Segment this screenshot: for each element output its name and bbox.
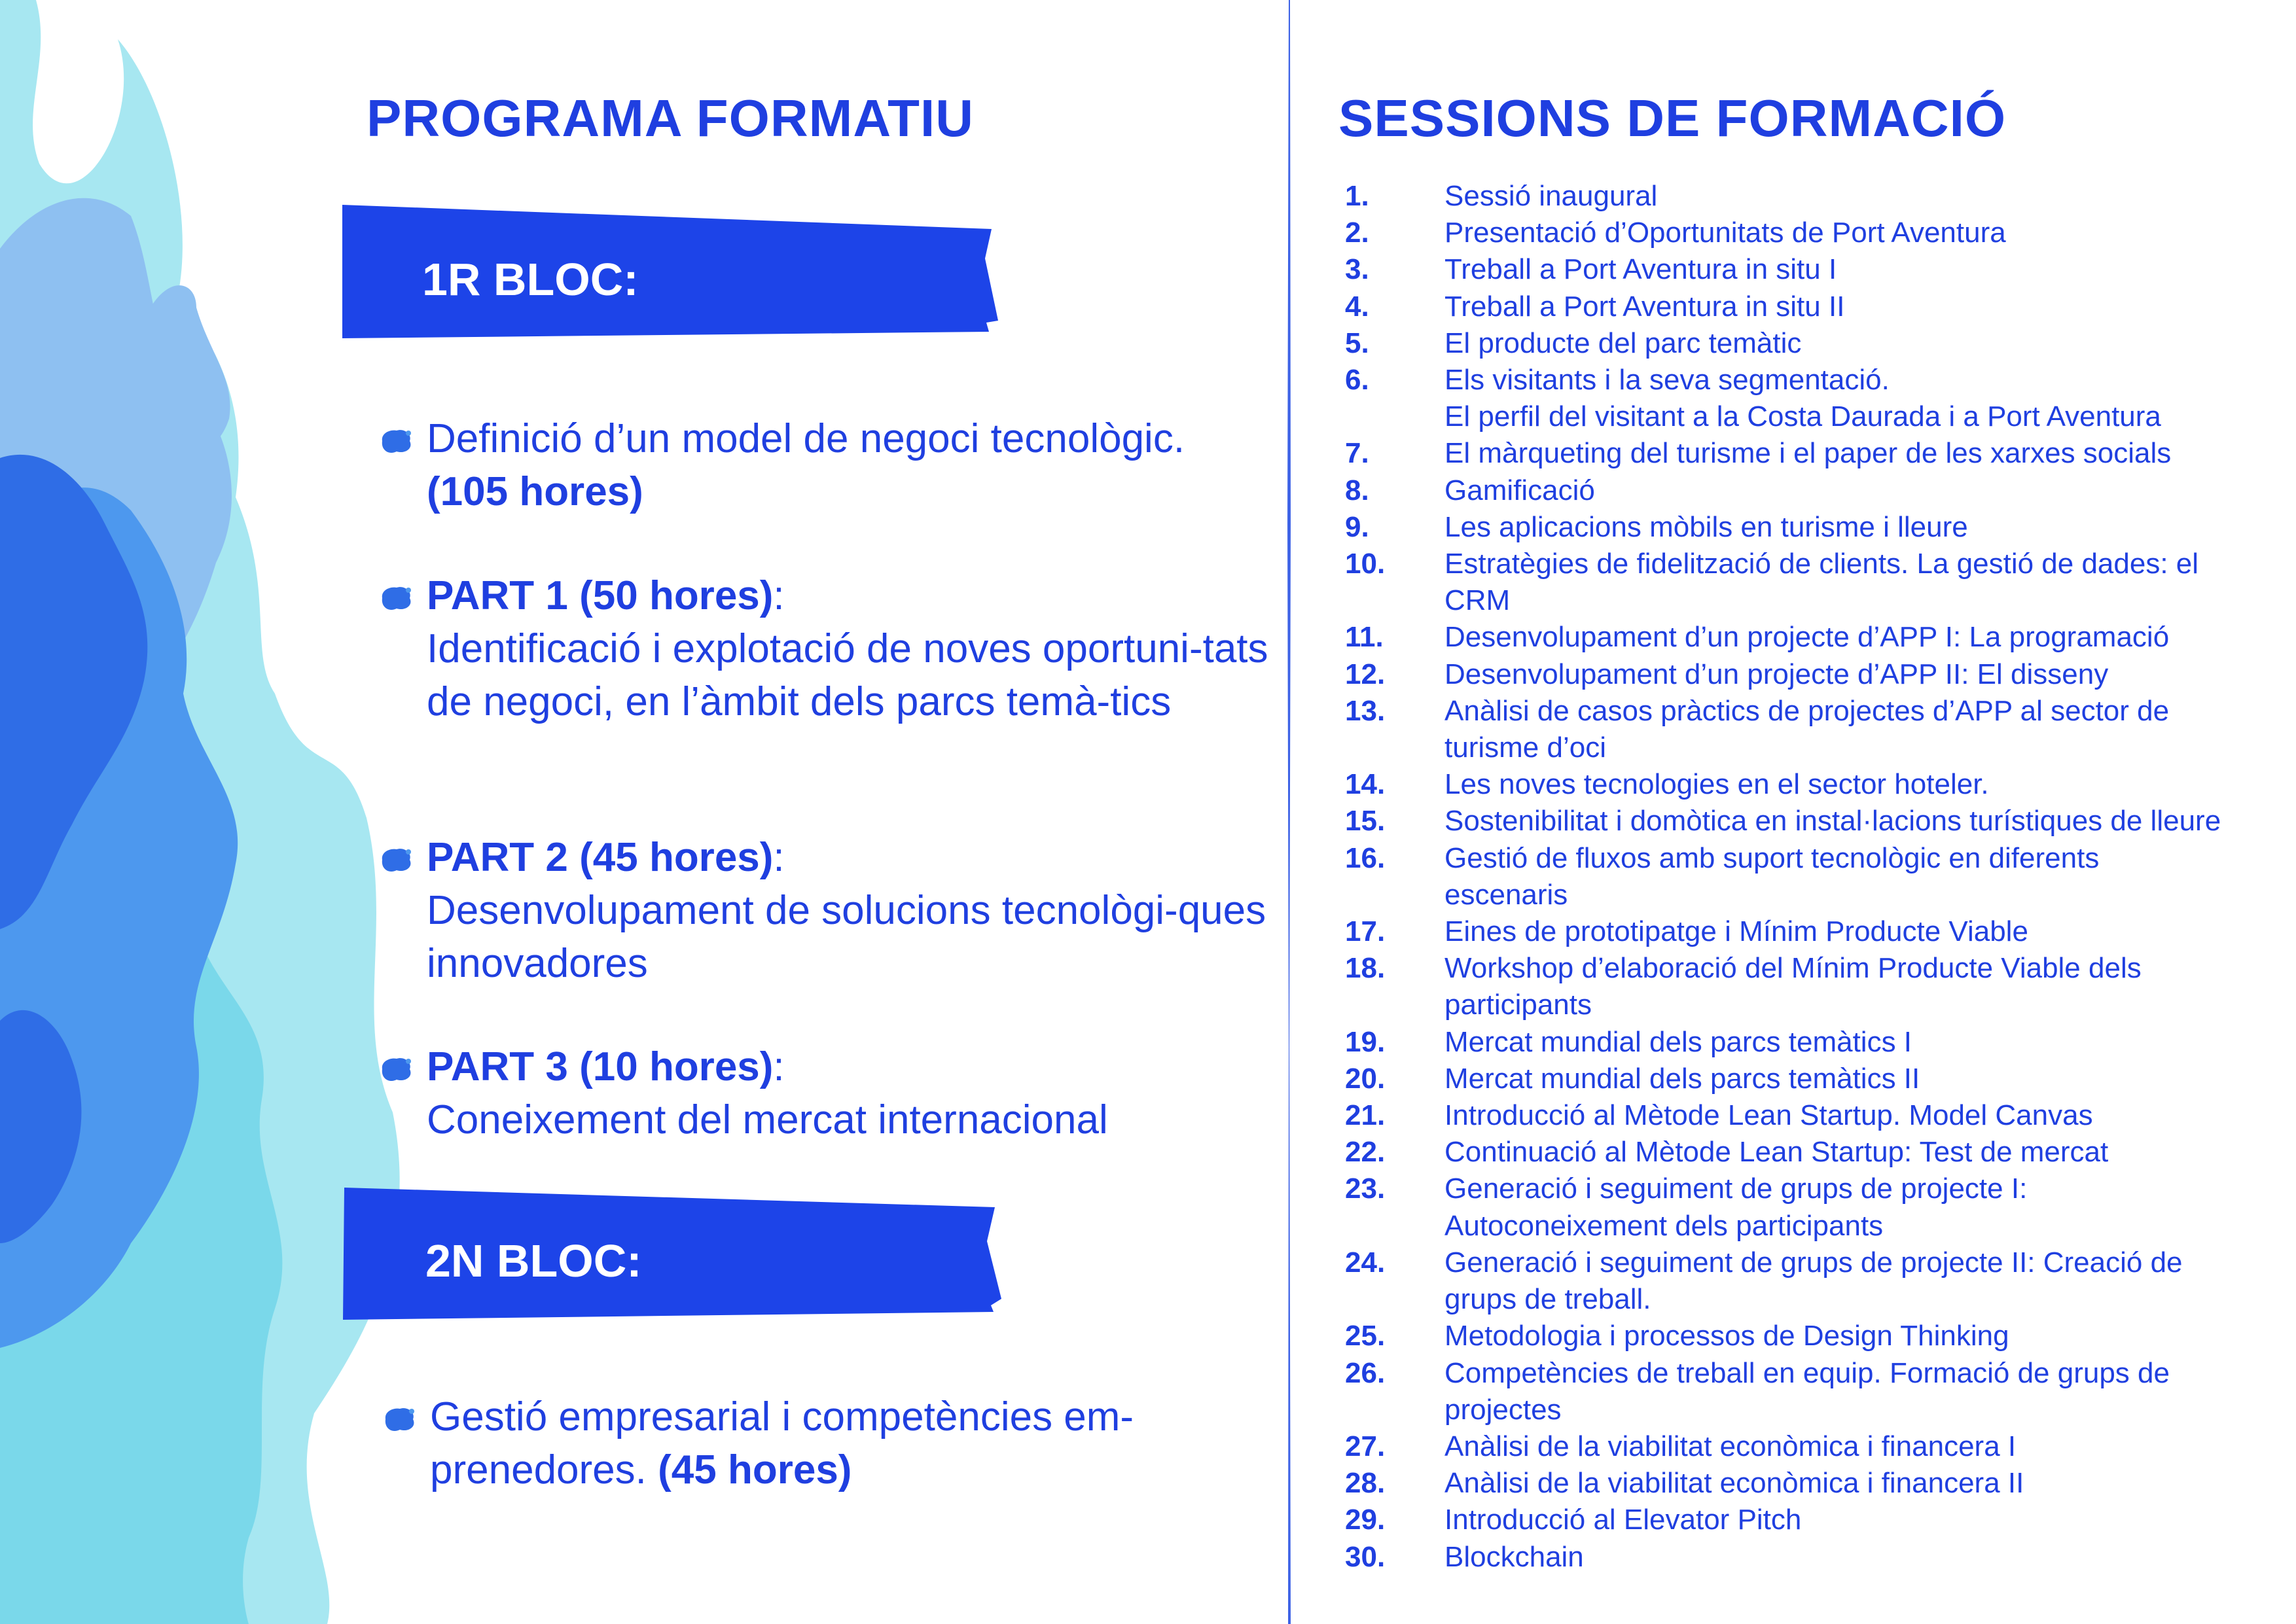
session-item xyxy=(1345,803,2287,839)
session-title: Eines de prototipatge i Mínim Producte Viable xyxy=(1444,915,2028,948)
session-title: Mercat mundial dels parcs temàtics II xyxy=(1444,1062,1920,1095)
session-item xyxy=(1345,325,2287,362)
bloc2-label: 2N BLOC: xyxy=(425,1235,642,1286)
session-title: Autoconeixement dels participants xyxy=(1444,1209,1884,1242)
session-title: Anàlisi de la viabilitat econòmica i financera II xyxy=(1444,1467,2024,1500)
session-item xyxy=(1345,362,2287,398)
session-item xyxy=(1345,1318,2287,1354)
session-title: Presentació d’Oportunitats de Port Aventura xyxy=(1444,217,2006,249)
bullet-hours: (45 hores) xyxy=(658,1447,852,1492)
bullet-model-negoci xyxy=(380,412,1296,518)
session-item xyxy=(1345,546,2287,582)
session-number: 4. xyxy=(1345,290,1369,323)
session-title: participants xyxy=(1444,989,1592,1021)
session-number: 6. xyxy=(1345,364,1369,397)
session-item xyxy=(1345,178,2287,215)
session-number xyxy=(1345,1208,1444,1244)
session-title: Metodologia i processos de Design Thinking xyxy=(1444,1320,2009,1352)
part-heading: PART 2 (45 hores) xyxy=(427,835,774,880)
session-item xyxy=(1345,766,2287,803)
session-number xyxy=(1345,1281,1444,1318)
sessions-list xyxy=(1345,178,2287,1576)
bullet-part3 xyxy=(380,1040,1296,1146)
session-title: turisme d’oci xyxy=(1444,732,1606,764)
session-item xyxy=(1345,1208,2287,1244)
session-title: Desenvolupament d’un projecte d’APP I: La programació xyxy=(1444,621,2170,654)
session-item xyxy=(1345,987,2287,1023)
session-number: 28. xyxy=(1345,1467,1386,1500)
bloc2-banner xyxy=(340,1181,1001,1332)
session-number: 13. xyxy=(1345,694,1386,727)
session-number: 27. xyxy=(1345,1430,1386,1462)
session-item xyxy=(1345,1024,2287,1061)
bloc1-banner xyxy=(337,200,998,350)
session-item xyxy=(1345,619,2287,656)
programa-formatiu-title: PROGRAMA FORMATIU xyxy=(367,89,975,147)
session-title: Competències de treball en equip. Formació de grups de xyxy=(1444,1356,2170,1389)
session-number: 19. xyxy=(1345,1025,1386,1058)
session-item xyxy=(1345,289,2287,325)
session-title: Generació i seguiment de grups de projecte I: xyxy=(1444,1173,2028,1205)
session-number: 25. xyxy=(1345,1320,1386,1352)
session-title: Continuació al Mètode Lean Startup: Test de mercat xyxy=(1444,1136,2109,1169)
session-title: El producte del parc temàtic xyxy=(1444,327,1802,359)
session-number: 18. xyxy=(1345,952,1386,985)
session-title: Anàlisi de la viabilitat econòmica i financera I xyxy=(1444,1430,2017,1462)
sessions-de-formacio-title: SESSIONS DE FORMACIÓ xyxy=(1338,89,2007,147)
session-title: Workshop d’elaboració del Mínim Producte Viable dels xyxy=(1444,952,2142,985)
session-title: Estratègies de fidelització de clients. La gestió de dades: el xyxy=(1444,548,2199,580)
session-item xyxy=(1345,913,2287,950)
session-item xyxy=(1345,656,2287,693)
session-number: 17. xyxy=(1345,915,1386,948)
session-number: 9. xyxy=(1345,510,1369,543)
session-number: 12. xyxy=(1345,658,1386,690)
session-title: Treball a Port Aventura in situ I xyxy=(1444,253,1837,286)
session-item xyxy=(1345,1244,2287,1281)
session-item xyxy=(1345,730,2287,766)
bullet-text: Gestió empresarial i competències em-prenedores. xyxy=(430,1394,1134,1492)
bullet-hours: (105 hores) xyxy=(427,469,643,514)
session-item xyxy=(1345,435,2287,472)
session-item xyxy=(1345,398,2287,435)
session-title: Introducció al Mètode Lean Startup. Model Canvas xyxy=(1444,1099,2093,1132)
session-number xyxy=(1345,987,1444,1023)
session-title: Les noves tecnologies en el sector hoteler. xyxy=(1444,768,1989,801)
session-item xyxy=(1345,1539,2287,1576)
session-item xyxy=(1345,472,2287,509)
bullet-part2 xyxy=(380,831,1296,990)
session-title: Sessió inaugural xyxy=(1444,180,1658,212)
session-number xyxy=(1345,398,1444,435)
column-divider xyxy=(1287,0,1292,1624)
session-title: Desenvolupament d’un projecte d’APP II: El disseny xyxy=(1444,658,2109,690)
session-item xyxy=(1345,1171,2287,1207)
session-item xyxy=(1345,693,2287,730)
part-text: Desenvolupament de solucions tecnològi-ques innovadores xyxy=(427,888,1266,986)
part-heading: PART 1 (50 hores) xyxy=(427,573,774,618)
session-item xyxy=(1345,251,2287,288)
session-number: 15. xyxy=(1345,805,1386,838)
session-title: Gestió de fluxos amb suport tecnològic en diferents xyxy=(1444,841,2100,874)
session-title: grups de treball. xyxy=(1444,1283,1651,1316)
bullet-part1 xyxy=(380,569,1296,728)
bullet-text: Definició d’un model de negoci tecnològic. xyxy=(427,416,1185,461)
session-number: 2. xyxy=(1345,217,1369,249)
session-number: 11. xyxy=(1345,621,1384,654)
session-title: escenaris xyxy=(1444,878,1568,911)
session-title: Anàlisi de casos pràctics de projectes d’APP al sector de xyxy=(1444,694,2170,727)
session-item xyxy=(1345,1465,2287,1502)
session-number: 21. xyxy=(1345,1099,1386,1132)
bullet-splash-icon xyxy=(380,584,414,612)
session-number: 16. xyxy=(1345,841,1386,874)
session-item xyxy=(1345,215,2287,251)
session-title: Generació i seguiment de grups de projecte II: Creació de xyxy=(1444,1246,2183,1279)
session-title: El perfil del visitant a la Costa Daurada i a Port Aventura xyxy=(1444,400,2161,433)
session-number xyxy=(1345,877,1444,913)
session-item xyxy=(1345,509,2287,546)
session-title: Les aplicacions mòbils en turisme i lleure xyxy=(1444,510,1968,543)
session-item xyxy=(1345,1502,2287,1538)
session-item xyxy=(1345,1355,2287,1392)
session-title: Treball a Port Aventura in situ II xyxy=(1444,290,1845,323)
session-item xyxy=(1345,1281,2287,1318)
session-number xyxy=(1345,1392,1444,1428)
part-text: Identificació i explotació de noves oportuni-tats de negoci, en l’àmbit dels parcs temà-tics xyxy=(427,626,1268,724)
session-item xyxy=(1345,1428,2287,1465)
session-title: Blockchain xyxy=(1444,1540,1584,1573)
session-number: 5. xyxy=(1345,327,1369,359)
session-number: 30. xyxy=(1345,1540,1386,1573)
bullet-gestio-empresarial xyxy=(383,1390,1299,1496)
session-number: 22. xyxy=(1345,1136,1386,1169)
session-number: 1. xyxy=(1345,180,1369,212)
bloc1-label: 1R BLOC: xyxy=(422,254,639,305)
session-title: CRM xyxy=(1444,584,1511,617)
session-number: 20. xyxy=(1345,1062,1386,1095)
part-colon: : xyxy=(773,573,785,618)
session-item xyxy=(1345,840,2287,877)
session-title: El màrqueting del turisme i el paper de les xarxes socials xyxy=(1444,437,2172,470)
session-item xyxy=(1345,1061,2287,1097)
session-number: 14. xyxy=(1345,768,1386,801)
session-number: 23. xyxy=(1345,1173,1386,1205)
bullet-splash-icon xyxy=(380,845,414,874)
session-number: 26. xyxy=(1345,1356,1386,1389)
session-title: Gamificació xyxy=(1444,474,1595,506)
session-number: 29. xyxy=(1345,1504,1386,1536)
session-item xyxy=(1345,1392,2287,1428)
session-number xyxy=(1345,582,1444,619)
part-heading: PART 3 (10 hores) xyxy=(427,1044,774,1089)
bullet-splash-icon xyxy=(383,1405,417,1434)
session-number: 8. xyxy=(1345,474,1369,506)
session-number: 7. xyxy=(1345,437,1369,470)
session-number: 24. xyxy=(1345,1246,1386,1279)
session-number xyxy=(1345,730,1444,766)
part-colon: : xyxy=(773,835,785,880)
session-title: Introducció al Elevator Pitch xyxy=(1444,1504,1802,1536)
session-item xyxy=(1345,950,2287,987)
session-item xyxy=(1345,1134,2287,1171)
part-colon: : xyxy=(773,1044,785,1089)
session-number: 3. xyxy=(1345,253,1369,286)
session-item xyxy=(1345,1097,2287,1134)
session-title: Mercat mundial dels parcs temàtics I xyxy=(1444,1025,1912,1058)
bullet-splash-icon xyxy=(380,427,414,455)
session-item xyxy=(1345,877,2287,913)
part-text: Coneixement del mercat internacional xyxy=(427,1097,1108,1142)
session-item xyxy=(1345,582,2287,619)
session-title: projectes xyxy=(1444,1393,1562,1426)
session-title: Els visitants i la seva segmentació. xyxy=(1444,364,1890,397)
session-number: 10. xyxy=(1345,548,1386,580)
bullet-splash-icon xyxy=(380,1055,414,1084)
session-title: Sostenibilitat i domòtica en instal·lacions turístiques de lleure xyxy=(1444,805,2221,838)
